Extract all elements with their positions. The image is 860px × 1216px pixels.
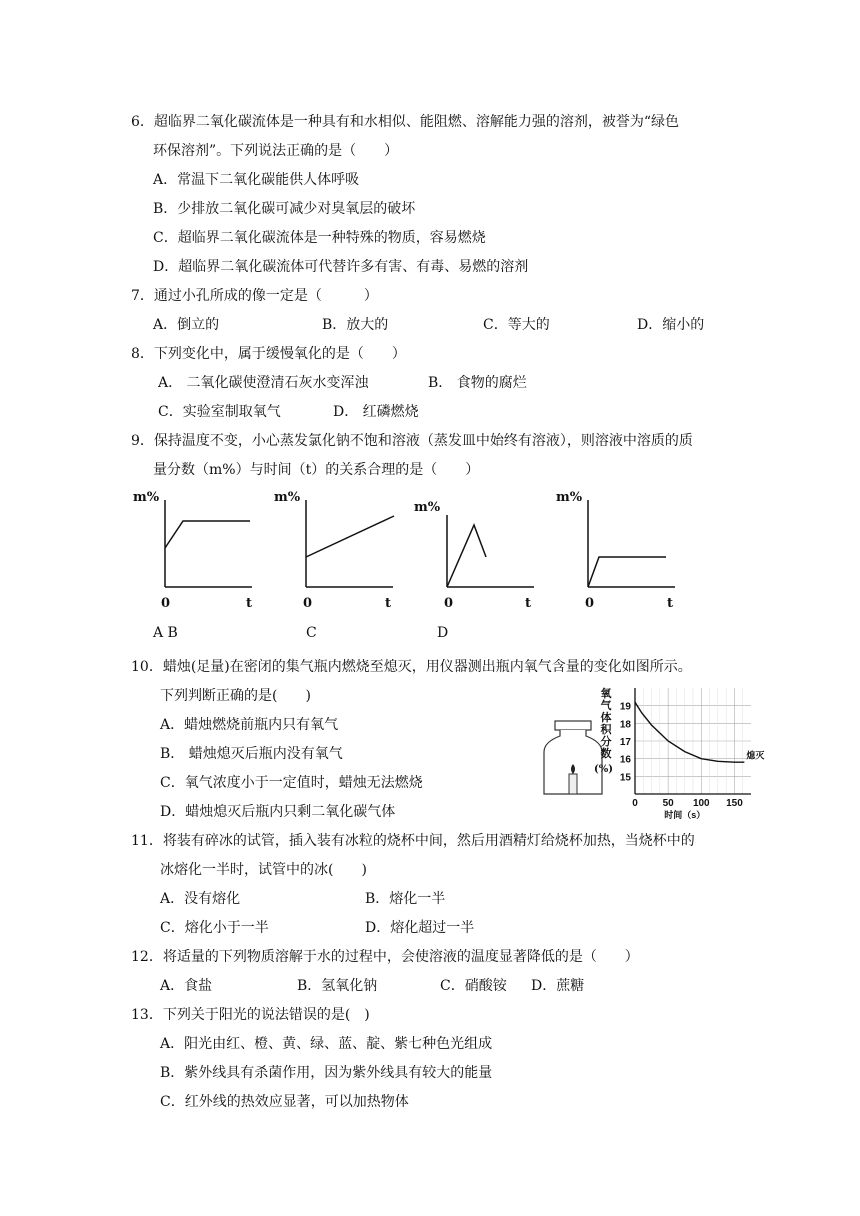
candle [569,774,577,794]
q9-stem-line1: 9．保持温度不变，小心蒸发氯化钠不饱和溶液（蒸发皿中始终有溶液），则溶液中溶质的质 [131,433,693,449]
y-tick-label: 19 [619,701,631,713]
q9-label-ab: A B [153,625,178,641]
q13-stem: 13．下列关于阳光的说法错误的是( ) [131,1007,370,1023]
ylabel-char: 数 [600,747,612,760]
q12-option-c: C．硝酸铵 [440,978,507,994]
q7-stem: 7．通过小孔所成的像一定是（ ） [131,288,378,304]
q13-option-a: A．阳光由红、橙、黄、绿、蓝、靛、紫七种色光组成 [160,1036,493,1052]
oxygen-chart [615,684,765,819]
x-axis-label: 时间（s） [664,810,706,819]
q6-stem-line1: 6．超临界二氧化碳流体是一种具有和水相似、能阻燃、溶解能力强的溶剂，被誉为“绿色 [131,114,680,130]
curve [165,521,250,548]
graph4-x-label: t [667,596,674,611]
extinguish-annotation: 熄灭 [746,750,765,761]
q7-option-a: A．倒立的 [153,317,220,333]
q8-stem: 8．下列变化中，属于缓慢氧化的是（ ） [131,346,406,362]
q10-option-c: C．氧气浓度小于一定值时，蜡烛无法燃烧 [160,775,423,791]
graph4-origin: 0 [585,596,595,611]
q8-option-a: A． 二氧化碳使澄清石灰水变浑浊 [158,375,369,391]
q10-stem-line1: 10．蜡烛(足量)在密闭的集气瓶内燃烧至熄灭，用仪器测出瓶内氧气含量的变化如图所示。 [131,659,692,675]
q8-option-b: B． 食物的腐烂 [428,375,527,391]
ylabel-char: 氧 [600,687,612,700]
q6-stem-line2: 环保溶剂”。下列说法正确的是（ ） [153,143,399,159]
q10-option-d: D．蜡烛熄灭后瓶内只剩二氧化碳气体 [160,804,396,820]
q11-stem-line1: 11．将装有碎冰的试管，插入装有冰粒的烧杯中间，然后用酒精灯给烧杯加热，当烧杯中的 [131,833,695,849]
y-tick-label: 18 [619,719,631,731]
curve [306,516,394,557]
graph2-origin: 0 [303,596,313,611]
q9-label-c: C [306,625,317,641]
q12-option-a: A．食盐 [160,978,213,994]
y-tick-label: 15 [619,772,631,784]
q12-stem: 12．将适量的下列物质溶解于水的过程中，会使溶液的温度显著降低的是（ ） [131,949,639,965]
ylabel-char: 分 [600,735,612,748]
graph3-y-label: m% [414,500,441,515]
q6-option-d: D．超临界二氧化碳流体可代替许多有害、有毒、易燃的溶剂 [153,259,529,275]
q10-option-b: B． 蜡烛熄灭后瓶内没有氧气 [160,746,343,762]
graph1-x-label: t [246,596,253,611]
chart-y-label [599,688,613,760]
q6-option-b: B．少排放二氧化碳可减少对臭氧层的破坏 [153,201,416,217]
q8-option-d: D． 红磷燃烧 [333,404,419,420]
q7-option-d: D．缩小的 [637,317,705,333]
y-tick-label: 16 [619,754,631,766]
curve [588,557,666,587]
q9-stem-line2: 量分数（m%）与时间（t）的关系合理的是（ ） [153,462,480,478]
q8-option-c: C．实验室制取氧气 [158,404,281,420]
q7-option-c: C．等大的 [483,317,550,333]
q10-stem-line2: 下列判断正确的是( ) [160,688,311,704]
graph3-x-label: t [525,596,532,611]
graph2-y-label: m% [274,490,301,505]
bottle-lid [555,721,591,730]
q13-option-c: C．红外线的热效应显著，可以加热物体 [160,1094,409,1110]
gas-bottle-illustration [538,718,608,800]
ylabel-char: 气 [600,699,612,712]
q11-stem-line2: 冰熔化一半时，试管中的冰( ) [160,862,367,878]
curve [447,525,486,587]
q11-option-c: C．熔化小于一半 [160,920,269,936]
q13-option-b: B．紫外线具有杀菌作用，因为紫外线具有较大的能量 [160,1065,493,1081]
x-tick-label: 0 [632,798,638,809]
x-tick-label: 150 [726,798,743,809]
q7-option-b: B．放大的 [322,317,389,333]
graph4-y-label: m% [556,490,583,505]
y-tick-label: 17 [619,737,631,748]
x-tick-label: 100 [692,798,710,809]
graph2-x-label: t [385,596,392,611]
ylabel-char: 体 [600,711,612,724]
q11-option-b: B．熔化一半 [365,891,446,907]
ylabel-char: 积 [600,723,612,736]
q11-option-a: A．没有熔化 [160,891,241,907]
q12-option-d: D．蔗糖 [531,978,585,994]
chart-y-unit: (%) [594,764,613,775]
q9-label-d: D [437,625,449,641]
q6-option-c: C．超临界二氧化碳流体是一种特殊的物质，容易燃烧 [153,230,486,246]
q12-option-b: B．氢氧化钠 [297,978,378,994]
x-tick-label: 50 [662,798,674,809]
q10-option-a: A．蜡烛燃烧前瓶内只有氧气 [160,717,339,733]
graph1-y-label: m% [133,490,160,505]
q6-option-a: A．常温下二氧化碳能供人体呼吸 [153,172,360,188]
graph1-origin: 0 [161,596,171,611]
q11-option-d: D．熔化超过一半 [365,920,475,936]
graph3-origin: 0 [444,596,454,611]
